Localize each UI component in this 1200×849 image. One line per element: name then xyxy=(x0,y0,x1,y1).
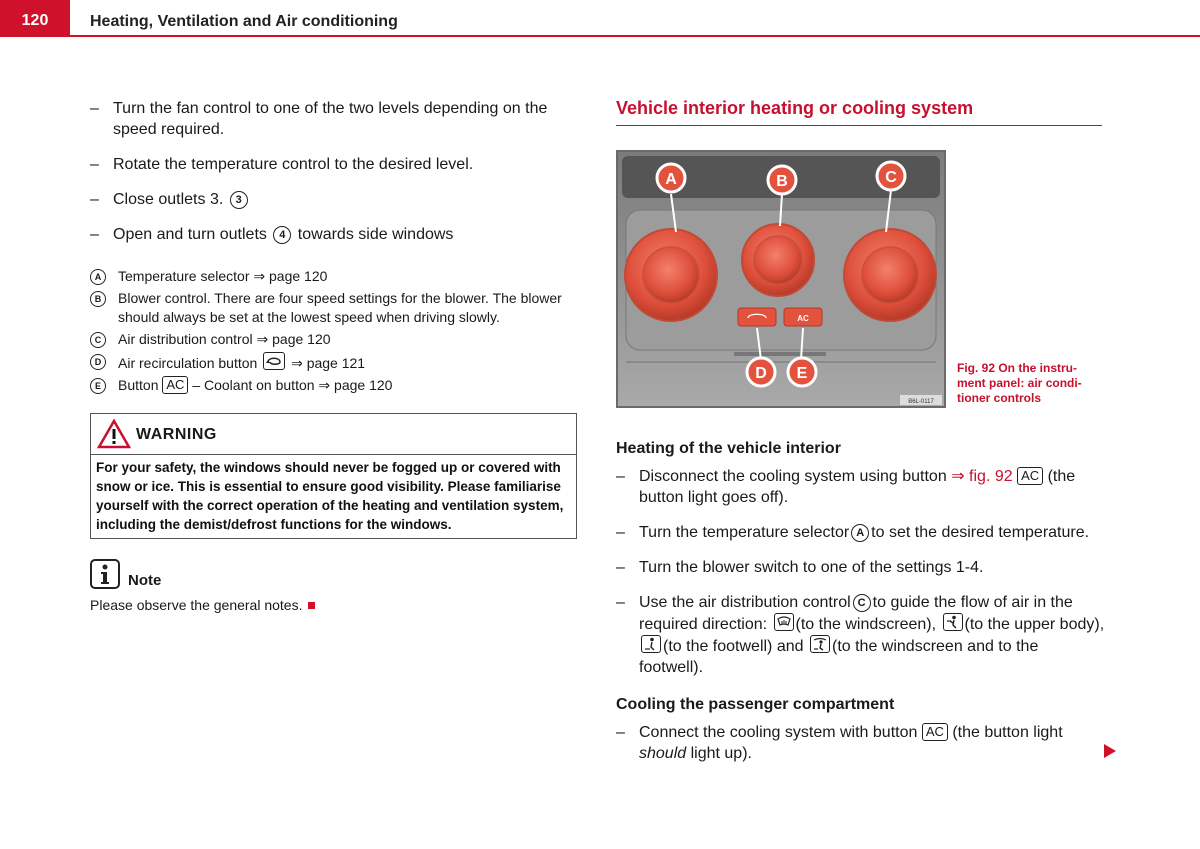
ac-button-label: AC xyxy=(797,314,809,323)
header-rule xyxy=(70,35,1200,37)
windscreen-footwell-icon xyxy=(810,635,830,653)
ac-key: AC xyxy=(1017,467,1043,485)
svg-text:B: B xyxy=(776,173,788,190)
heating-step-4: – Use the air distribution control C to guide the flow of air in the required direction: (to the windscreen), (to the upper body), (to the footwell) and (to the windscreen and to the footwell). xyxy=(616,594,1105,676)
page-header xyxy=(0,0,1200,38)
section-title: Vehicle interior heating or cooling system xyxy=(616,98,974,118)
recirculation-button xyxy=(738,308,776,326)
left-column xyxy=(90,98,580,613)
outlet-3-badge: 3 xyxy=(230,191,248,209)
footwell-icon xyxy=(641,635,661,653)
note-header xyxy=(90,559,580,593)
heating-step-3: – Turn the blower switch to one of the settings 1-4. xyxy=(616,559,984,576)
fig-92-link[interactable]: ⇒ fig. 92 xyxy=(951,468,1013,485)
page-number: 120 xyxy=(0,0,70,37)
legend-item-e: E Button AC – Coolant on button ⇒ page 120 xyxy=(90,376,580,395)
windscreen-icon xyxy=(774,613,794,631)
badge-a: A xyxy=(851,524,869,542)
warning-title: WARNING xyxy=(136,426,217,443)
step-temperature: – Rotate the temperature control to the desired level. xyxy=(90,156,474,173)
recirculation-icon xyxy=(263,352,285,370)
outlet-4-badge: 4 xyxy=(273,226,291,244)
figure-92 xyxy=(616,150,1106,408)
svg-text:E: E xyxy=(796,365,808,382)
heating-step-1: – Disconnect the cooling system using button ⇒ fig. 92 AC (the button light goes off). xyxy=(616,468,1076,506)
legend-item-d: D Air recirculation button ⇒ page 121 xyxy=(90,352,580,373)
ac-key: AC xyxy=(162,376,188,394)
figure-code: B6L-0117 xyxy=(908,399,934,405)
callout-a xyxy=(657,164,685,192)
legend-item-a: A Temperature selector ⇒ page 120 xyxy=(90,267,580,286)
warning-box xyxy=(90,413,577,539)
step-fan-control: – Turn the fan control to one of the two levels depending on the speed required. xyxy=(90,100,548,138)
ac-key: AC xyxy=(922,723,948,741)
info-icon xyxy=(90,559,122,591)
ac-panel-illustration xyxy=(616,150,946,408)
knob-a xyxy=(625,229,717,321)
warning-header xyxy=(91,414,576,455)
knob-b xyxy=(742,224,814,296)
section-rule xyxy=(616,125,1102,126)
figure-caption: Fig. 92 On the instru-ment panel: air condi-tioner controls xyxy=(957,361,1082,405)
legend-list xyxy=(90,267,580,395)
warning-text: For your safety, the windows should never be fogged up or covered with snow or ice. This is essential to ensure good visibility. Please familiarise yourself with the correct operation of the heating and ventilation system, including the demist/defrost functions for the windows. xyxy=(96,460,564,532)
heating-step-2: – Turn the temperature selector A to set the desired temperature. xyxy=(616,524,1090,541)
svg-text:C: C xyxy=(885,169,897,186)
legend-item-b: B Blower control. There are four speed settings for the blower. The blower should always be set at the lowest speed when driving slowly. xyxy=(90,289,580,327)
legend-item-c: C Air distribution control ⇒ page 120 xyxy=(90,330,580,349)
note-title: Note xyxy=(128,572,162,589)
next-page-arrow-icon[interactable] xyxy=(1104,744,1116,758)
end-marker xyxy=(308,602,315,609)
warning-triangle-icon xyxy=(96,418,132,450)
step-open-outlets: – Open and turn outlets 4 towards side windows xyxy=(90,226,454,243)
upper-body-icon xyxy=(943,613,963,631)
badge-c: C xyxy=(853,594,871,612)
heading-heating: Heating of the vehicle interior xyxy=(616,440,841,457)
callout-d xyxy=(747,358,775,386)
note-text: Please observe the general notes. xyxy=(90,597,580,613)
callout-b xyxy=(768,166,796,194)
svg-text:D: D xyxy=(755,365,767,382)
callout-c xyxy=(877,162,905,190)
svg-text:A: A xyxy=(665,171,677,188)
cooling-step-1: – Connect the cooling system with button AC (the button light should light up). xyxy=(616,724,1063,762)
knob-c xyxy=(844,229,936,321)
heading-cooling: Cooling the passenger compartment xyxy=(616,696,895,713)
step-close-outlets: – Close outlets 3. 3 xyxy=(90,189,580,210)
chapter-title: Heating, Ventilation and Air conditioning xyxy=(90,13,398,30)
right-column xyxy=(616,98,1106,778)
callout-e xyxy=(788,358,816,386)
